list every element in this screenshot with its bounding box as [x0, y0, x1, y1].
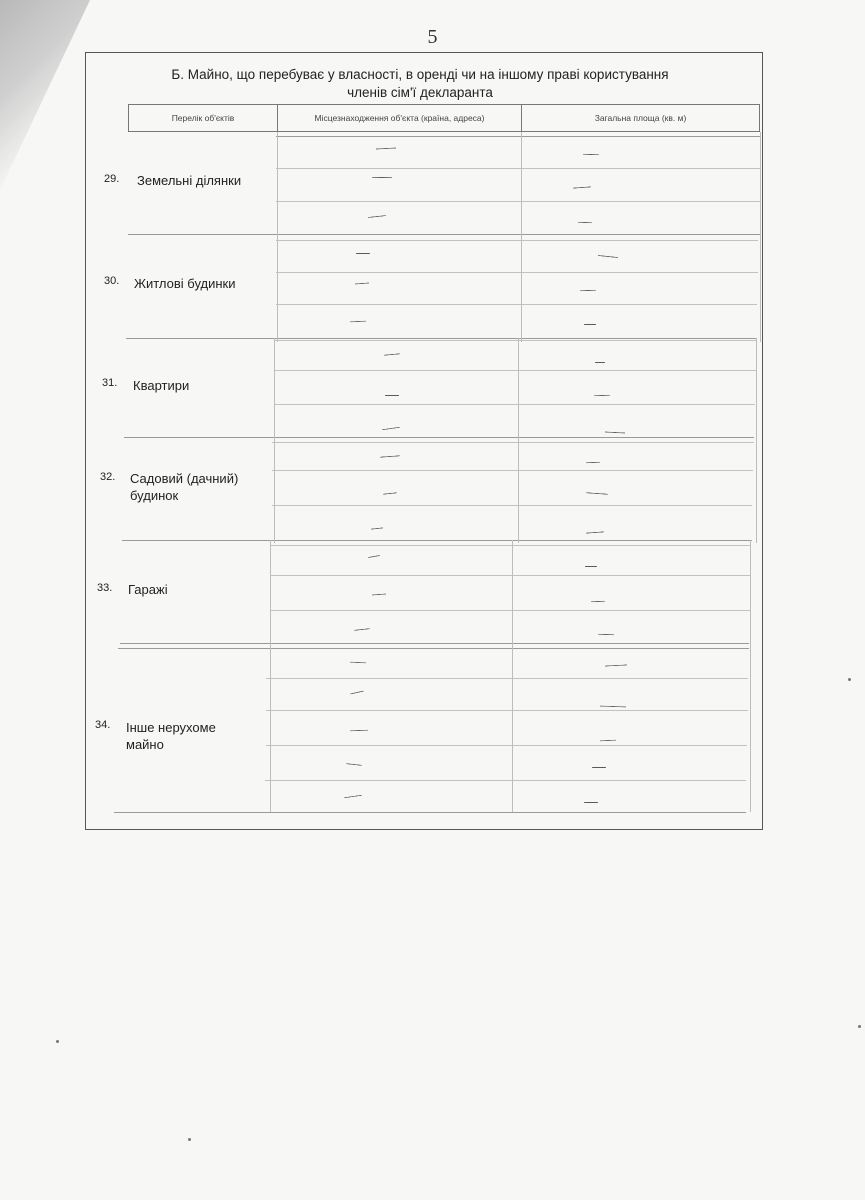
scan-speck — [56, 1040, 59, 1043]
grid-line-h — [274, 404, 755, 405]
grid-line-h — [265, 780, 746, 781]
blank-entry-dash — [585, 566, 597, 567]
column-header-objects: Перелік об'єктів — [129, 105, 278, 131]
grid-line-h — [272, 442, 754, 443]
section-title — [100, 66, 740, 102]
grid-line-h — [266, 678, 748, 679]
grid-line-v — [274, 338, 275, 543]
grid-line-h — [274, 370, 756, 371]
column-header-area: Загальна площа (кв. м) — [594, 113, 687, 123]
grid-line-v — [756, 338, 757, 543]
grid-line-h — [266, 745, 747, 746]
grid-line-v — [270, 540, 271, 812]
grid-line-v — [750, 540, 751, 812]
grid-line-v — [760, 132, 761, 342]
grid-line-h — [270, 575, 750, 576]
blank-entry-dash — [595, 362, 605, 363]
grid-line-h — [276, 272, 758, 273]
grid-line-h — [272, 470, 753, 471]
grid-line-h — [276, 304, 757, 305]
grid-line-v — [518, 338, 519, 543]
row-number-33: 33. — [97, 582, 113, 594]
grid-line-h — [120, 643, 749, 644]
grid-line-h — [270, 545, 751, 546]
section-title-line-1: Б. Майно, що перебуває у власності, в оренді чи на іншому праві користування — [171, 67, 669, 82]
grid-line-v — [277, 132, 278, 342]
blank-entry-dash — [584, 324, 596, 325]
grid-line-h — [276, 201, 760, 202]
blank-entry-dash — [584, 802, 598, 803]
scan-speck — [848, 678, 851, 681]
row-label-garages: Гаражі — [128, 582, 168, 597]
row-label-other-real-estate: Інше нерухоме майно — [126, 720, 216, 752]
column-header-location: Місцезнаходження об'єкта (країна, адреса) — [278, 105, 522, 131]
grid-line-h — [276, 240, 758, 241]
blank-entry-dash — [385, 395, 399, 396]
grid-line-h — [274, 340, 756, 341]
grid-line-h — [270, 610, 750, 611]
section-title-line-2: членів сім'ї декларанта — [347, 85, 493, 100]
scan-speck — [188, 1138, 191, 1141]
row-number-31: 31. — [102, 377, 118, 389]
grid-line-h — [276, 168, 760, 169]
grid-line-v — [512, 540, 513, 812]
grid-line-h — [276, 136, 760, 137]
grid-line-h — [272, 505, 752, 506]
row-number-34: 34. — [95, 719, 111, 731]
grid-line-h — [124, 437, 754, 438]
row-label-residential-houses: Житлові будинки — [134, 276, 236, 291]
blank-entry-dash — [356, 253, 370, 254]
row-label-land-plots: Земельні ділянки — [137, 173, 242, 188]
grid-line-h — [114, 812, 746, 813]
table-header — [128, 104, 760, 132]
page-number: 5 — [427, 26, 438, 48]
grid-line-h — [128, 234, 760, 235]
grid-line-h — [126, 338, 757, 339]
grid-line-h — [118, 648, 749, 649]
scan-speck — [858, 1025, 861, 1028]
blank-entry-dash — [592, 767, 606, 768]
grid-line-v — [521, 132, 522, 342]
row-number-30: 30. — [104, 275, 120, 287]
row-number-32: 32. — [100, 471, 116, 483]
row-label-garden-house: Садовий (дачний) будинок — [130, 471, 239, 503]
row-number-29: 29. — [104, 173, 120, 185]
grid-line-h — [266, 710, 748, 711]
grid-line-h — [122, 540, 752, 541]
row-label-apartments: Квартири — [133, 378, 190, 393]
